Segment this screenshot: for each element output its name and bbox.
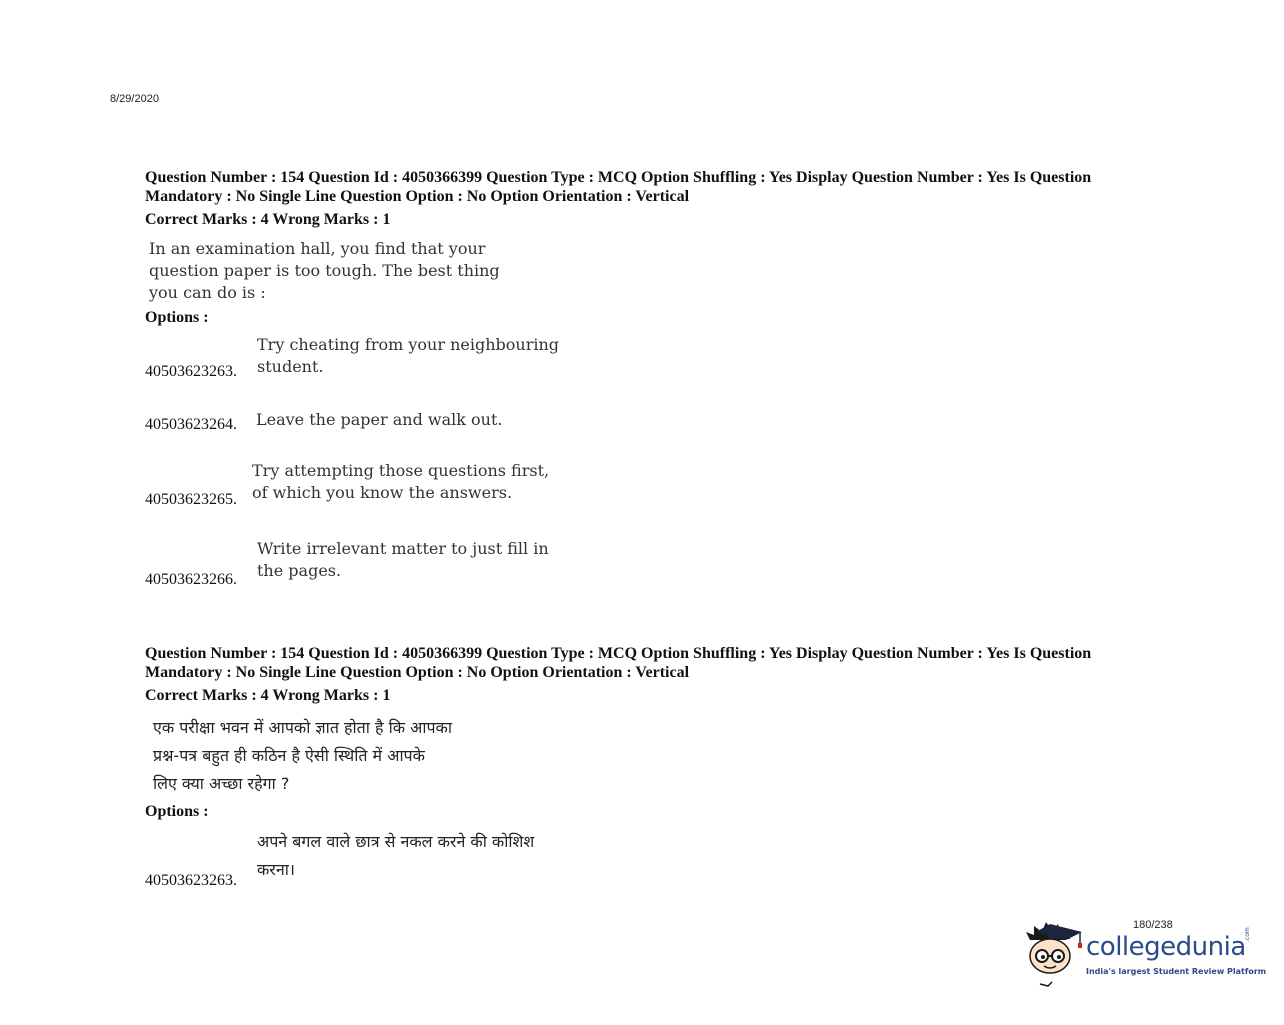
option-id: 40503623265. [145,491,237,508]
option-text: Try attempting those questions first, of which you know the answers. [252,461,550,502]
option-id: 40503623264. [145,416,237,433]
options-label: Options : [145,309,209,326]
logo-domain: .com [1244,927,1251,942]
question-text-hindi: एक परीक्षा भवन में आपको ज्ञात होता है कि आपका प्रश्न-पत्र बहुत ही कठिन है ऐसी स्थिति में आपके लिए क्या अच्छा रहेगा ? [153,718,452,793]
option-text-hindi: अपने बगल वाले छात्र से नकल करने की कोशिश करना। [257,832,535,879]
question-marks: Correct Marks : 4 Wrong Marks : 1 [145,211,391,228]
options-label: Options : [145,803,209,820]
collegedunia-logo[interactable] [1022,918,1267,988]
logo-tagline: India's largest Student Review Platform [1086,967,1267,976]
print-date: 8/29/2020 [110,93,159,105]
page-number: 180/238 [1133,919,1173,931]
collegedunia-mascot-icon [1022,918,1084,988]
option-id: 40503623266. [145,571,237,588]
question-text: In an examination hall, you find that your question paper is too tough. The best thing you can do is : [149,239,500,302]
option-text: Write irrelevant matter to just fill in the pages. [257,539,549,580]
option-text: Try cheating from your neighbouring student. [257,335,559,376]
question-meta: Question Number : 154 Question Id : 4050366399 Question Type : MCQ Option Shuffling : Yes Display Question Number : Yes Is Question Mandatory : No Single Line Question Option : No Option Orientation : Vertical [145,169,1092,205]
option-text: Leave the paper and walk out. [256,410,503,429]
option-id: 40503623263. [145,363,237,380]
question-meta: Question Number : 154 Question Id : 4050366399 Question Type : MCQ Option Shuffling : Yes Display Question Number : Yes Is Question Mandatory : No Single Line Question Option : No Option Orientation : Vertical [145,645,1092,681]
logo-wordmark: collegedunia [1086,932,1246,962]
option-id: 40503623263. [145,872,237,889]
question-marks: Correct Marks : 4 Wrong Marks : 1 [145,687,391,704]
